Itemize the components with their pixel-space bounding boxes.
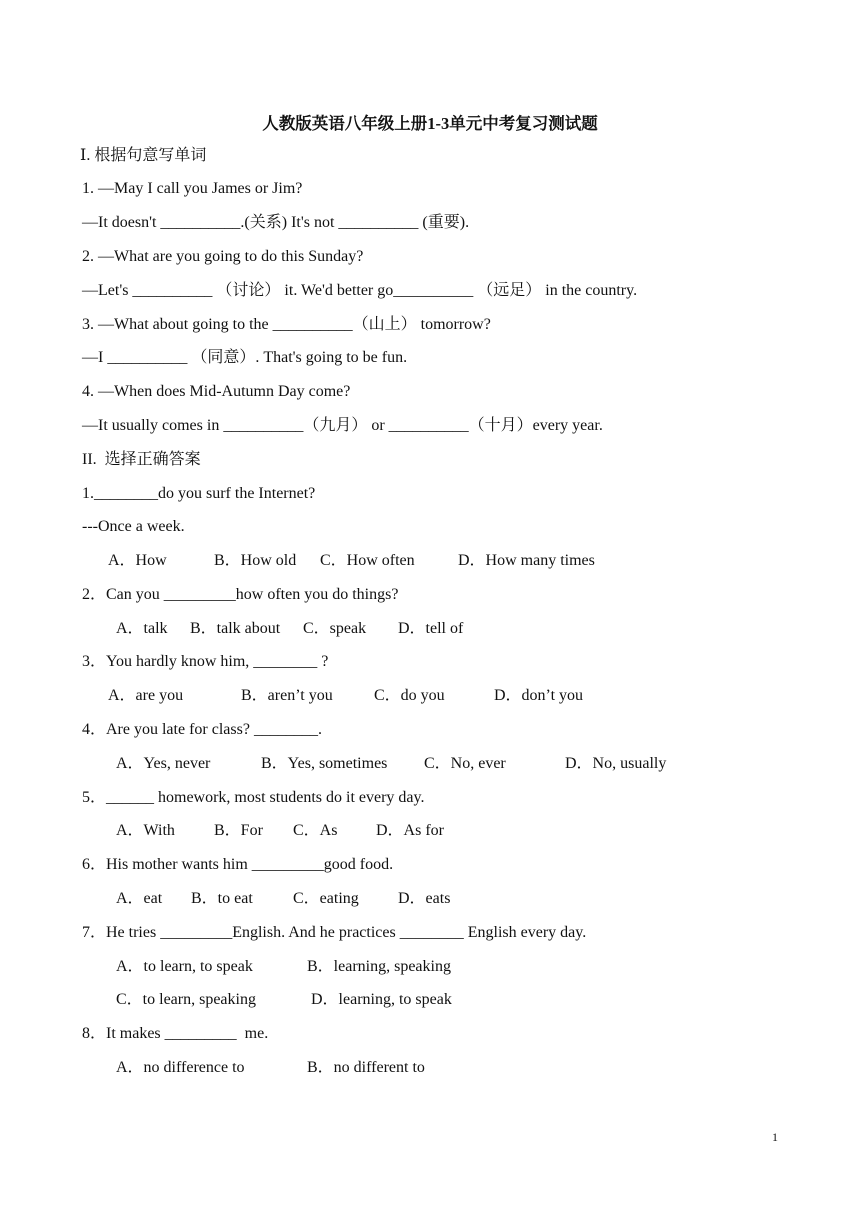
section-1-line-3: 2. —What are you going to do this Sunday?: [82, 248, 364, 265]
section-1-line-1: 1. —May I call you James or Jim?: [82, 180, 303, 197]
question-6-option-a: A．eat: [116, 890, 163, 907]
question-7-stem: 7．He tries _________English. And he practices ________ English every day.: [82, 924, 587, 941]
question-4-option-a: A．Yes, never: [116, 755, 211, 772]
question-2-option-d: D．tell of: [398, 620, 464, 637]
question-5-option-d: D．As for: [376, 822, 444, 839]
page-number: 1: [772, 1130, 778, 1144]
question-1-answer-hint: ---Once a week.: [82, 518, 185, 535]
question-4-option-b: B．Yes, sometimes: [261, 755, 388, 772]
question-3-option-b: B．aren’t you: [241, 687, 333, 704]
question-3-stem: 3．You hardly know him, ________ ?: [82, 653, 329, 670]
question-3-option-a: A．are you: [108, 687, 184, 704]
question-8-option-b: B．no different to: [307, 1059, 425, 1076]
question-6-option-b: B．to eat: [191, 890, 253, 907]
question-7-option-a: A．to learn, to speak: [116, 958, 253, 975]
question-1-option-b: B．How old: [214, 552, 297, 569]
question-2-option-a: A．talk: [116, 620, 168, 637]
question-1-stem: 1.________do you surf the Internet?: [82, 485, 316, 502]
question-1-option-a: A．How: [108, 552, 167, 569]
section-1-line-7: 4. —When does Mid-Autumn Day come?: [82, 383, 351, 400]
question-3-option-d: D．don’t you: [494, 687, 584, 704]
question-8-option-a: A．no difference to: [116, 1059, 245, 1076]
question-8-stem: 8．It makes _________ me.: [82, 1025, 269, 1042]
question-6-stem: 6．His mother wants him _________good food.: [82, 856, 394, 873]
question-5-stem: 5．______ homework, most students do it every day.: [82, 789, 425, 806]
document-title: 人教版英语八年级上册1-3单元中考复习测试题: [262, 114, 598, 133]
section-1-heading: Ⅰ. 根据句意写单词: [80, 147, 207, 164]
question-4-option-d: D．No, usually: [565, 755, 667, 772]
question-2-stem: 2．Can you _________how often you do things?: [82, 586, 399, 603]
section-1-line-5: 3. —What about going to the __________（山上） tomorrow?: [82, 316, 491, 333]
section-1-line-6: —I __________ （同意）. That's going to be fun.: [82, 349, 408, 366]
question-2-option-c: C．speak: [303, 620, 367, 637]
question-3-option-c: C．do you: [374, 687, 445, 704]
question-7-option-d: D．learning, to speak: [311, 991, 452, 1008]
question-4-option-c: C．No, ever: [424, 755, 506, 772]
question-5-option-c: C．As: [293, 822, 338, 839]
question-6-option-d: D．eats: [398, 890, 451, 907]
question-1-option-d: D．How many times: [458, 552, 595, 569]
section-1-line-8: —It usually comes in __________（九月） or __________（十月）every year.: [82, 417, 603, 434]
section-2-heading: II. 选择正确答案: [82, 451, 201, 468]
section-1-line-2: —It doesn't __________.(关系) It's not __________ (重要).: [82, 214, 470, 231]
question-5-option-b: B．For: [214, 822, 263, 839]
question-1-option-c: C．How often: [320, 552, 415, 569]
question-7-option-c: C．to learn, speaking: [116, 991, 256, 1008]
question-2-option-b: B．talk about: [190, 620, 281, 637]
question-6-option-c: C．eating: [293, 890, 359, 907]
section-1-line-4: —Let's __________ （讨论） it. We'd better go__________ （远足） in the country.: [82, 282, 638, 299]
question-5-option-a: A．With: [116, 822, 175, 839]
question-7-option-b: B．learning, speaking: [307, 958, 451, 975]
question-4-stem: 4．Are you late for class? ________.: [82, 721, 322, 738]
